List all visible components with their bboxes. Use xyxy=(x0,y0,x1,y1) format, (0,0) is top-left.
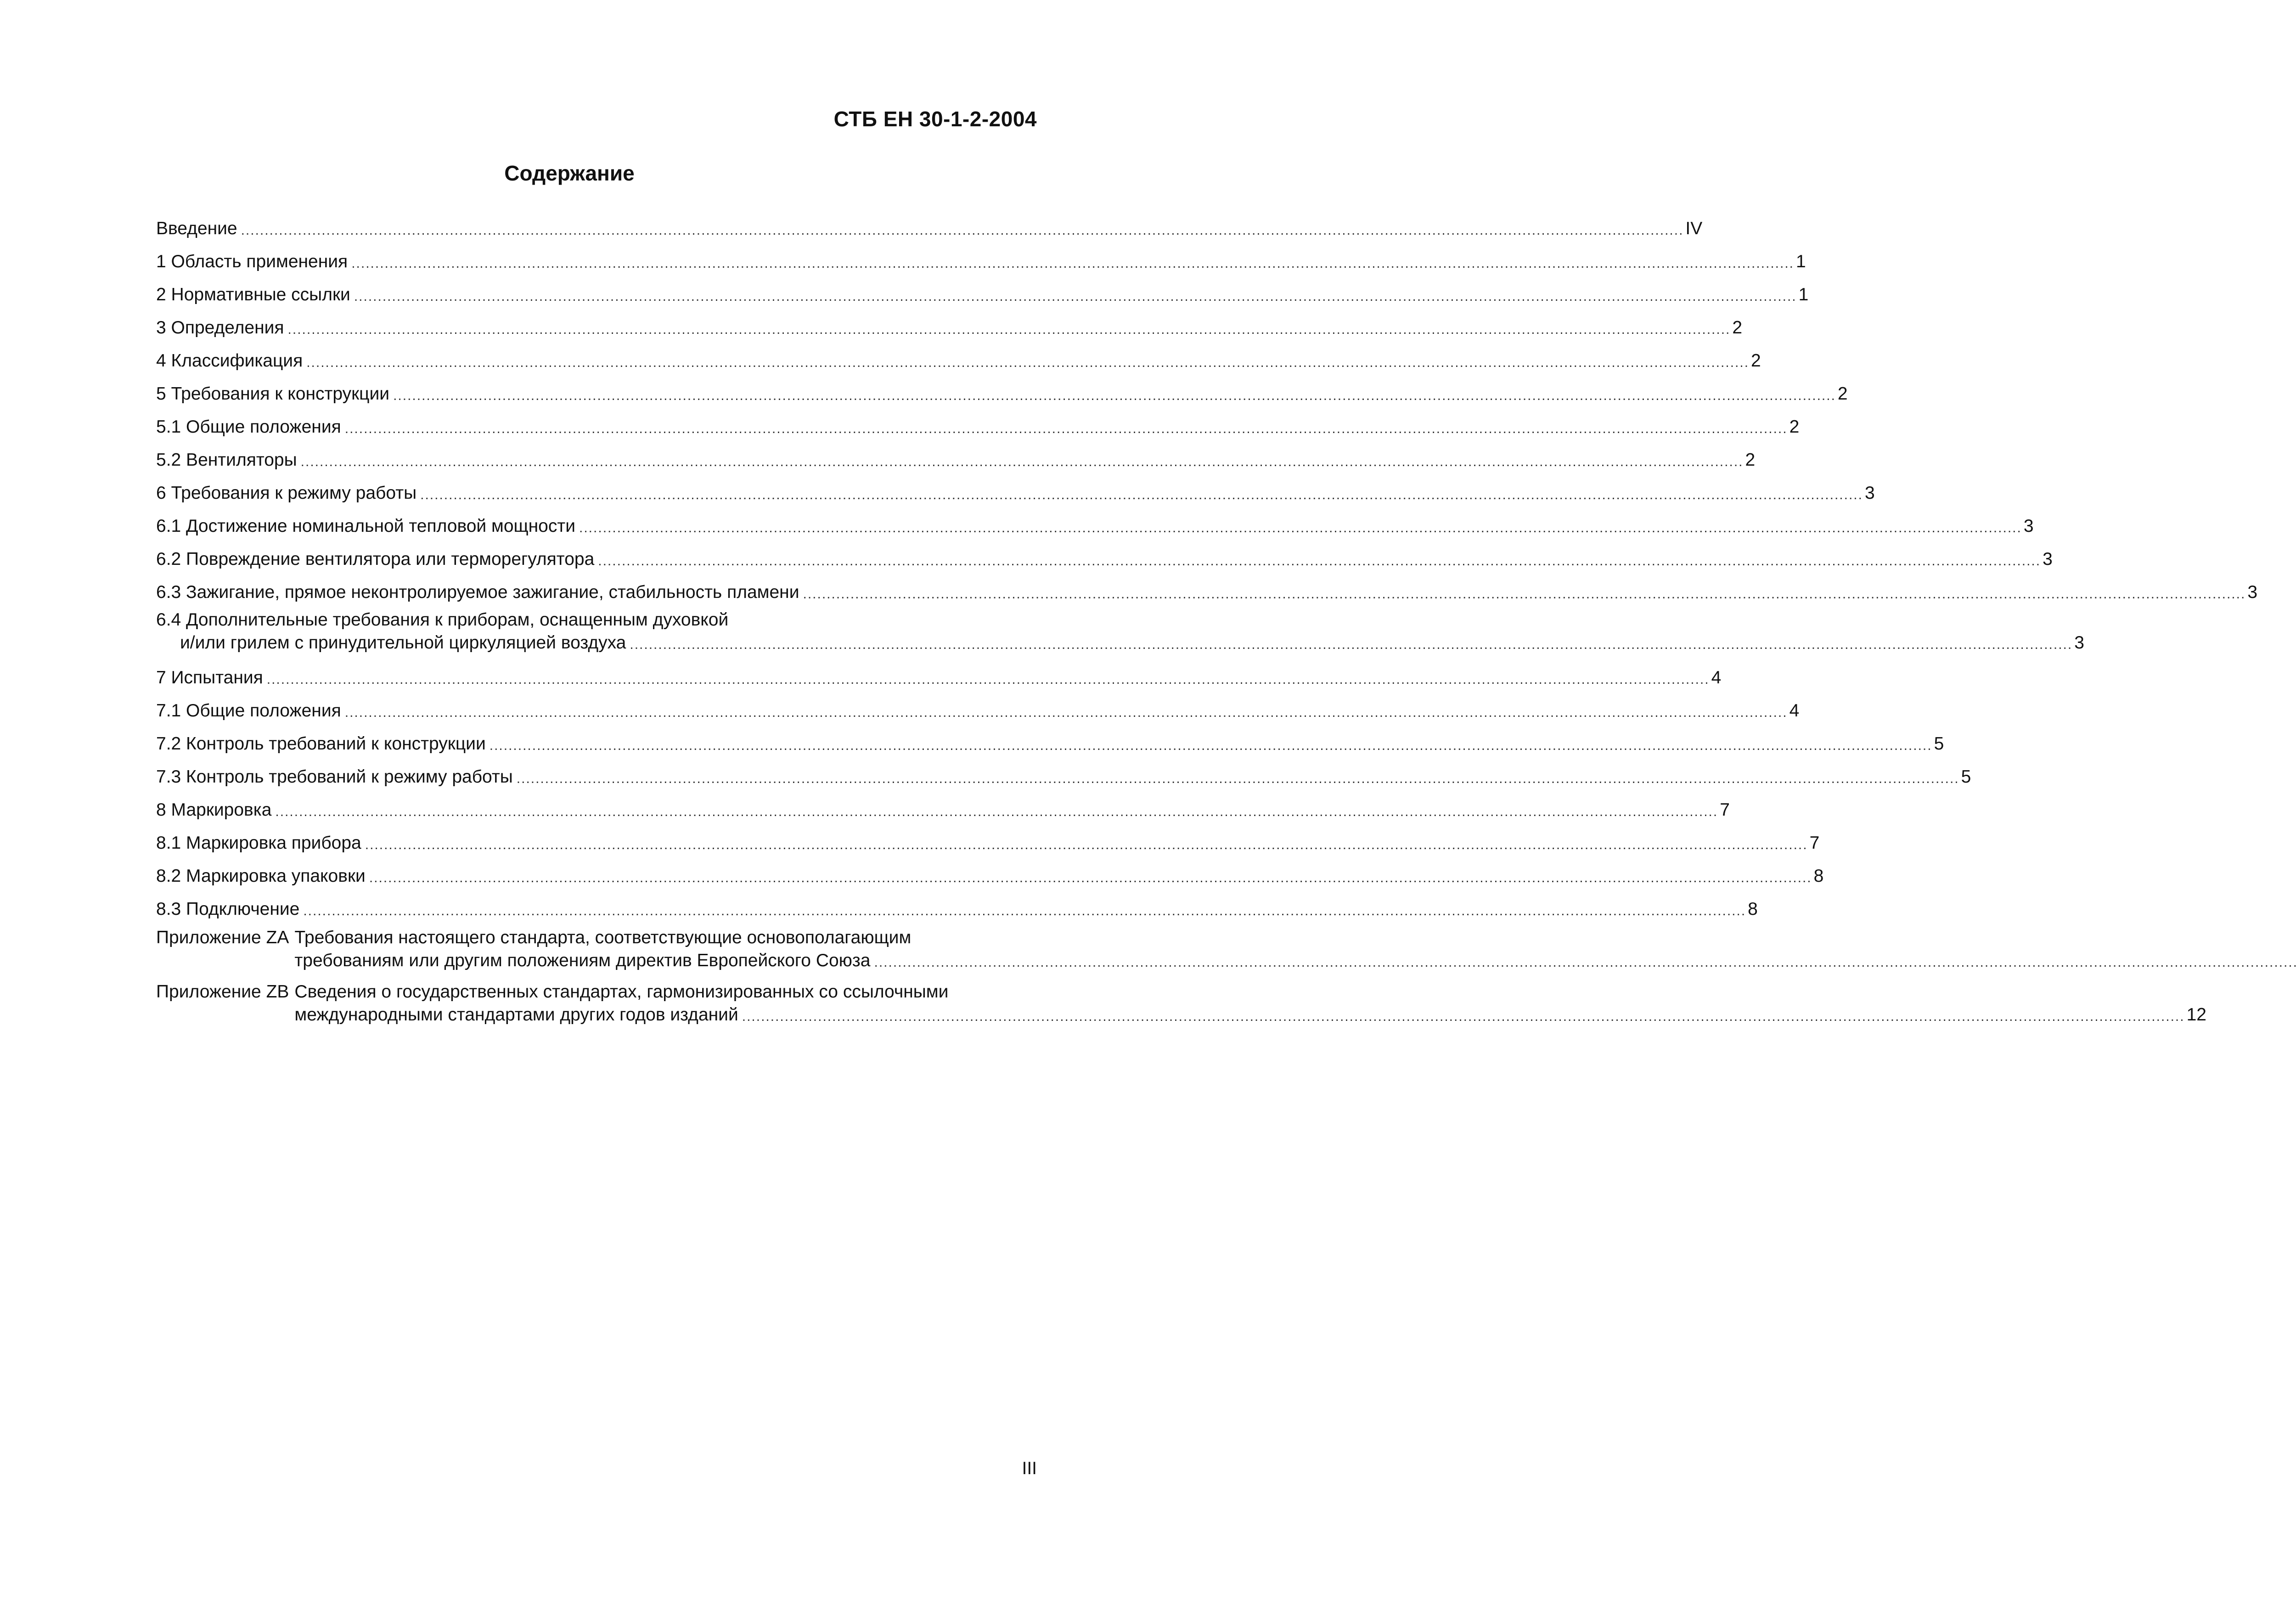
toc-entry-label-line2: международными стандартами других годов изданий xyxy=(294,1005,738,1025)
page-number: III xyxy=(1022,1459,1037,1478)
toc-entry-5-2[interactable] xyxy=(156,437,1756,470)
toc-entry-8-3[interactable] xyxy=(156,886,1758,919)
toc-entry-classification[interactable] xyxy=(156,338,1761,371)
dot-leader xyxy=(490,741,1932,750)
toc-entry-operation-requirements[interactable] xyxy=(156,470,1875,503)
toc-entry-label: 3 Определения xyxy=(156,318,284,338)
toc-entry-label: 5 Требования к конструкции xyxy=(156,384,390,404)
dot-leader xyxy=(301,457,1744,467)
toc-entry-label: 8.3 Подключение xyxy=(156,899,300,919)
toc-entry-page: 2 xyxy=(1837,384,1848,404)
toc-entry-page: 4 xyxy=(1789,701,1800,721)
toc-entry-label: 8.1 Маркировка прибора xyxy=(156,833,361,853)
toc-entry-scope[interactable] xyxy=(156,239,1806,272)
dot-leader xyxy=(630,640,2072,649)
toc-entry-tests[interactable] xyxy=(156,655,1722,688)
toc-entry-page: 3 xyxy=(2074,633,2084,653)
toc-entry-page: 4 xyxy=(1711,668,1722,687)
toc-entry-page: 8 xyxy=(1813,866,1824,886)
toc-entry-page: 12 xyxy=(2186,1005,2206,1025)
dot-leader xyxy=(803,590,2245,599)
toc-entry-page: IV xyxy=(1685,219,1703,238)
dot-leader xyxy=(369,873,1812,883)
dot-leader xyxy=(351,259,1794,268)
toc-entry-label: 7 Испытания xyxy=(156,668,263,687)
toc-entry-label-line1: 6.4 Дополнительные требования к приборам, оснащенным духовкой xyxy=(156,610,729,630)
toc-entry-label: 6.2 Повреждение вентилятора или терморегулятора xyxy=(156,549,595,569)
toc-entry-label: 7.1 Общие положения xyxy=(156,701,341,721)
toc-entry-6-4[interactable] xyxy=(156,603,2084,655)
dot-leader xyxy=(742,1012,2185,1021)
toc-entry-label: 8.2 Маркировка упаковки xyxy=(156,866,366,886)
toc-entry-7-3[interactable] xyxy=(156,754,1971,787)
toc-entry-label: 6.1 Достижение номинальной тепловой мощности xyxy=(156,516,576,536)
dot-leader xyxy=(517,774,1959,783)
dot-leader xyxy=(303,907,1746,916)
dot-leader xyxy=(393,391,1836,400)
toc-entry-page: 7 xyxy=(1809,833,1820,853)
toc-entry-label: 6.3 Зажигание, прямое неконтролируемое зажигание, стабильность пламени xyxy=(156,582,799,602)
dot-leader xyxy=(579,524,2022,533)
toc-entry-page: 2 xyxy=(1789,417,1800,437)
toc-entry-page: 5 xyxy=(1934,734,1944,754)
toc-entry-annex-za[interactable] xyxy=(156,919,1037,974)
dot-leader xyxy=(365,840,1808,850)
toc-entry-label: 7.3 Контроль требований к режиму работы xyxy=(156,767,513,787)
toc-entry-annex-label: Приложение ZA xyxy=(156,928,289,947)
toc-entry-label: 8 Маркировка xyxy=(156,800,272,820)
toc-entry-label: 5.2 Вентиляторы xyxy=(156,450,297,470)
toc-entry-label: Введение xyxy=(156,219,237,238)
toc-entry-normative-references[interactable] xyxy=(156,272,1809,305)
toc-entry-page: 1 xyxy=(1798,285,1809,304)
dot-leader xyxy=(598,557,2041,566)
table-of-contents xyxy=(156,206,2258,1028)
dot-leader xyxy=(874,958,2296,967)
toc-entry-label-line2: и/или грилем с принудительной циркуляцией воздуха xyxy=(180,633,626,653)
toc-entry-page: 3 xyxy=(2023,516,2034,536)
toc-entry-6-1[interactable] xyxy=(156,503,2034,536)
toc-entry-construction-requirements[interactable] xyxy=(156,371,1848,404)
dot-leader xyxy=(288,325,1731,334)
toc-entry-marking[interactable] xyxy=(156,787,1730,820)
toc-entry-7-1[interactable] xyxy=(156,688,1800,721)
toc-entry-label-line1: Сведения о государственных стандартах, гармонизированных со ссылочными xyxy=(294,982,949,1002)
toc-entry-label-line1: Требования настоящего стандарта, соответствующие основополагающим xyxy=(294,928,912,947)
document-code: СТБ ЕН 30-1-2-2004 xyxy=(833,107,1037,131)
toc-entry-page: 2 xyxy=(1745,450,1756,470)
toc-entry-8-1[interactable] xyxy=(156,820,1820,853)
toc-entry-6-3[interactable] xyxy=(156,569,2258,603)
toc-entry-page: 3 xyxy=(2043,549,2053,569)
toc-entry-label-line2: требованиям или другим положениям директив Европейского Союза xyxy=(294,951,871,970)
toc-entry-introduction[interactable] xyxy=(156,206,1703,239)
dot-leader xyxy=(267,675,1710,684)
toc-entry-page: 5 xyxy=(1961,767,1971,787)
toc-entry-label: 5.1 Общие положения xyxy=(156,417,341,437)
toc-entry-page: 8 xyxy=(1748,899,1758,919)
toc-entry-8-2[interactable] xyxy=(156,853,1824,886)
toc-entry-definitions[interactable] xyxy=(156,305,1743,338)
dot-leader xyxy=(275,807,1718,817)
toc-entry-label: 2 Нормативные ссылки xyxy=(156,285,350,304)
toc-entry-page: 2 xyxy=(1732,318,1743,338)
toc-entry-page: 7 xyxy=(1720,800,1730,820)
toc-entry-page: 3 xyxy=(2247,582,2258,602)
toc-entry-page: 2 xyxy=(1751,351,1761,371)
dot-leader xyxy=(241,226,1684,235)
page-title: Содержание xyxy=(504,161,635,185)
toc-entry-page: 3 xyxy=(1864,483,1875,503)
toc-entry-label: 4 Классификация xyxy=(156,351,303,371)
toc-entry-label: 7.2 Контроль требований к конструкции xyxy=(156,734,486,754)
toc-entry-page: 1 xyxy=(1796,252,1806,271)
toc-entry-5-1[interactable] xyxy=(156,404,1800,437)
dot-leader xyxy=(306,358,1749,367)
dot-leader xyxy=(420,490,1863,500)
toc-entry-label: 1 Область применения xyxy=(156,252,348,271)
toc-entry-label: 6 Требования к режиму работы xyxy=(156,483,417,503)
toc-entry-annex-zb[interactable] xyxy=(156,974,2206,1028)
toc-entry-annex-label: Приложение ZB xyxy=(156,982,289,1002)
toc-entry-6-2[interactable] xyxy=(156,536,2053,569)
dot-leader xyxy=(345,424,1788,434)
dot-leader xyxy=(354,292,1797,301)
toc-entry-7-2[interactable] xyxy=(156,721,1944,754)
dot-leader xyxy=(345,708,1788,717)
